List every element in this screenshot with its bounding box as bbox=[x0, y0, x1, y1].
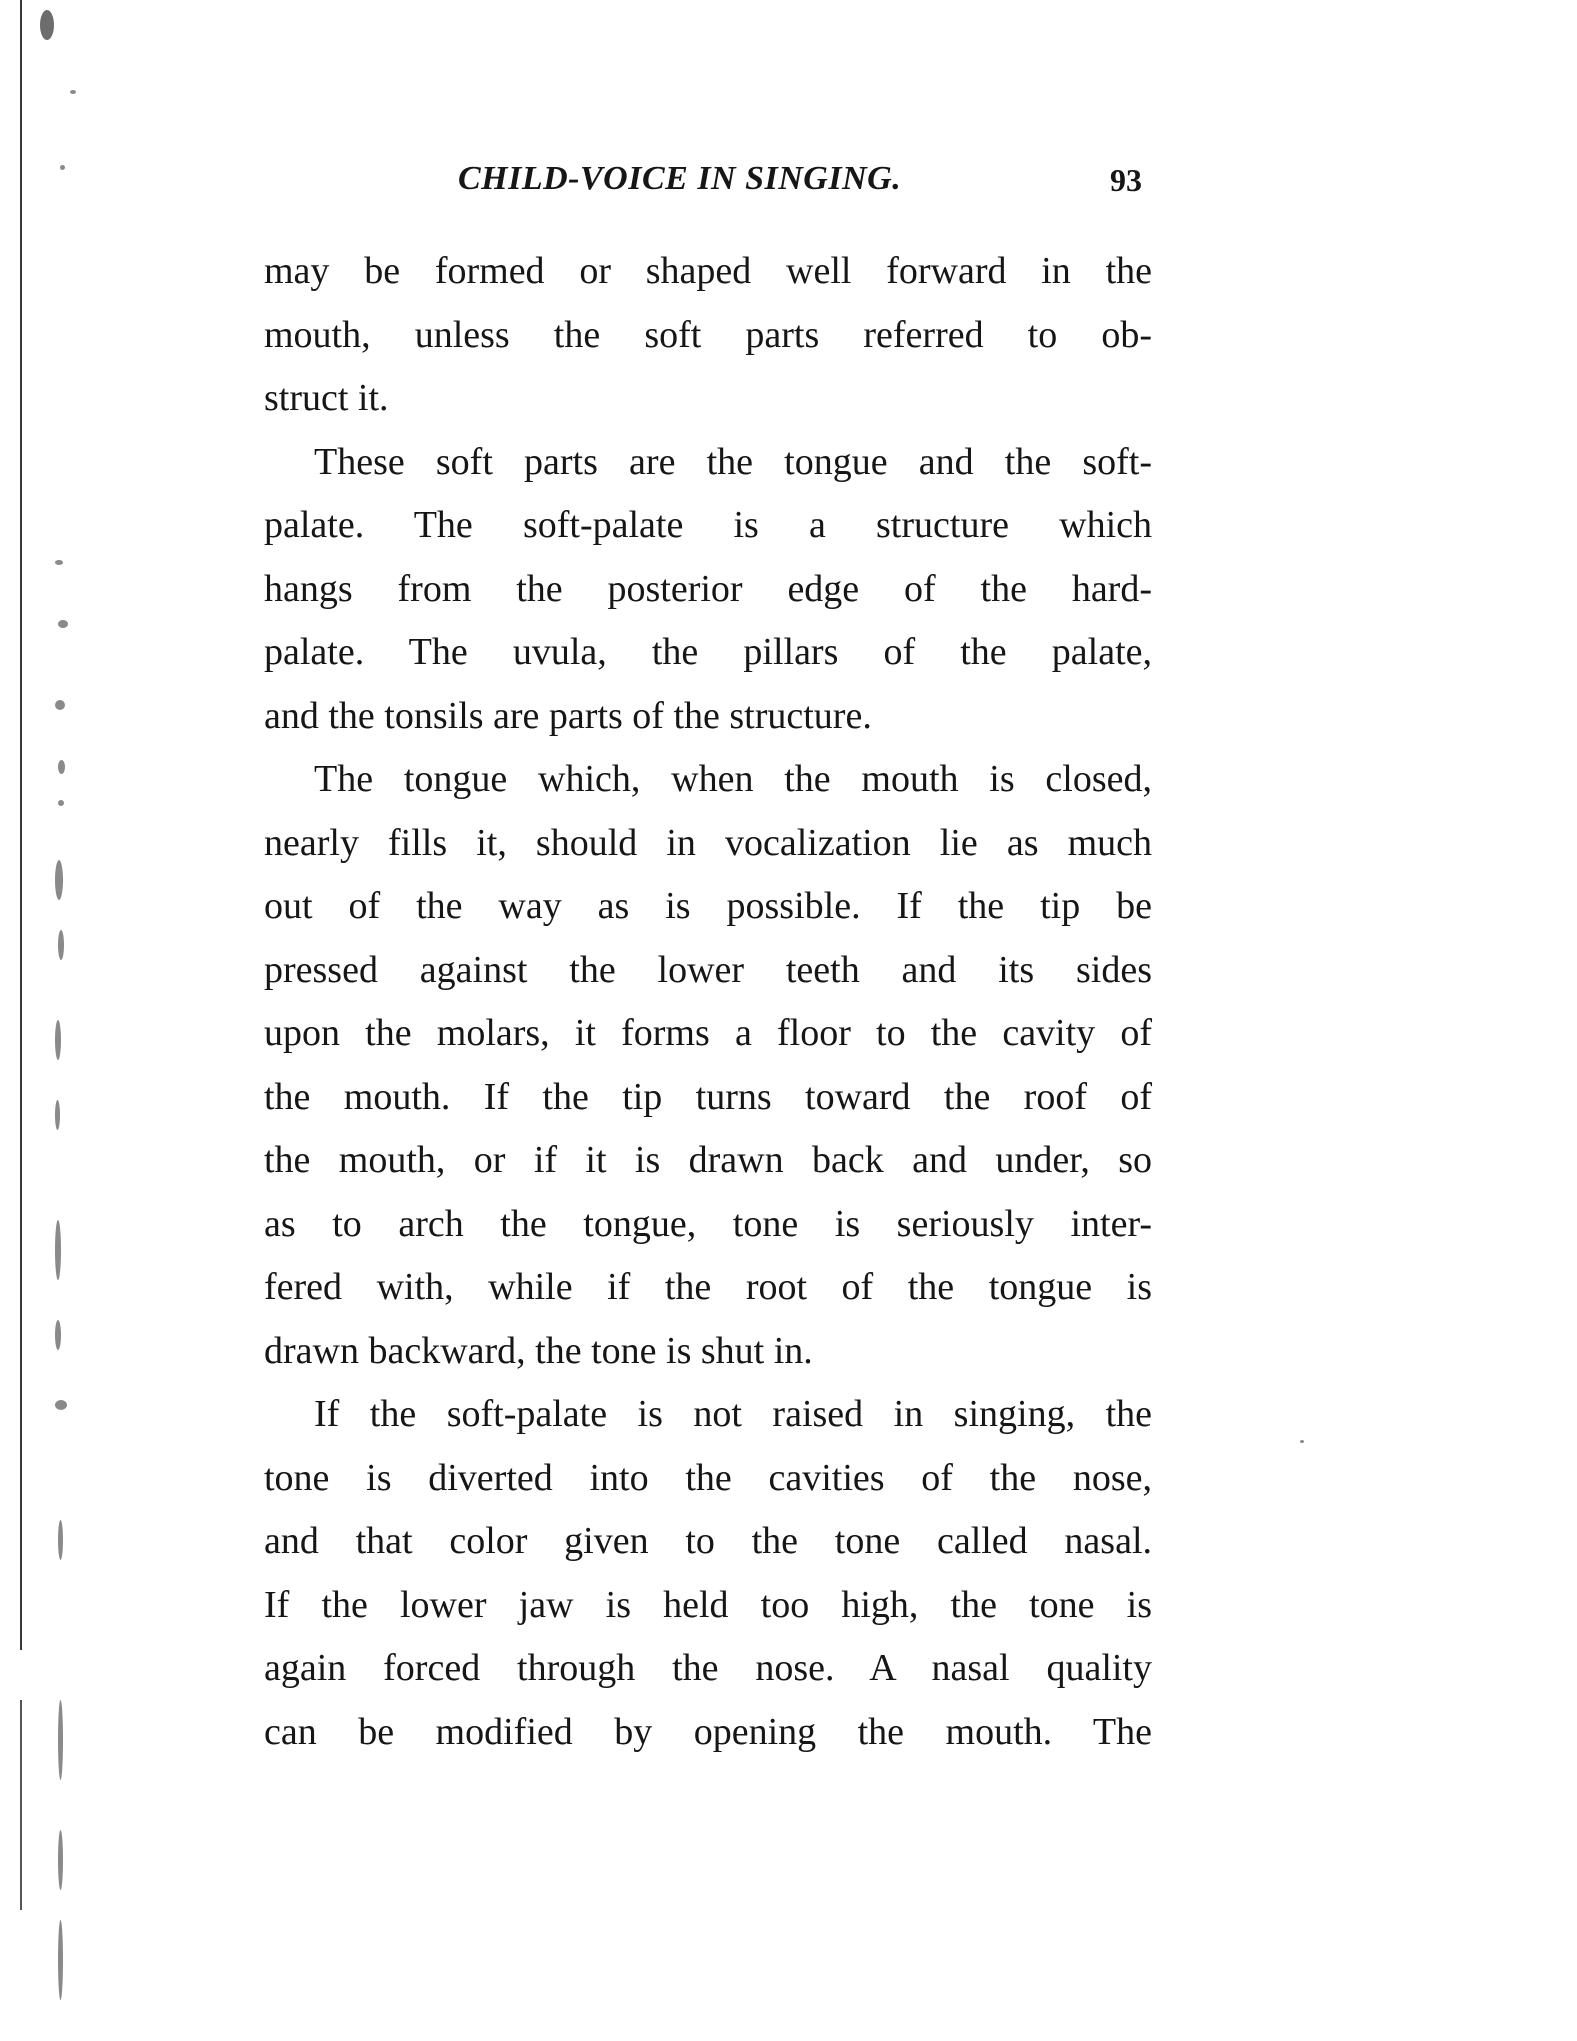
scan-speck bbox=[58, 930, 64, 960]
text-line: upon the molars, it forms a floor to the cavity of bbox=[264, 1012, 1152, 1054]
text-line: out of the way as is possible. If the tip be bbox=[264, 885, 1152, 927]
text-line: If the lower jaw is held too high, the tone is bbox=[264, 1583, 1152, 1626]
text-line: and the tonsils are parts of the structure. bbox=[264, 694, 872, 737]
text-line: If the soft-palate is not raised in singing, the bbox=[314, 1393, 1152, 1435]
scan-speck bbox=[55, 1320, 61, 1350]
text-line: tone is diverted into the cavities of the nose, bbox=[264, 1456, 1152, 1499]
text-line: struct it. bbox=[264, 377, 389, 419]
scan-speck bbox=[55, 700, 65, 710]
text-line: nearly fills it, should in vocalization lie as much bbox=[264, 821, 1152, 864]
running-title: CHILD-VOICE IN SINGING. bbox=[458, 160, 902, 197]
text-line: again forced through the nose. A nasal quality bbox=[264, 1647, 1152, 1689]
scan-speck bbox=[58, 760, 65, 774]
page-header bbox=[262, 160, 1150, 204]
scan-speck bbox=[1300, 1440, 1304, 1443]
scan-speck bbox=[58, 620, 68, 628]
body-text bbox=[264, 240, 1152, 1764]
text-line: fered with, while if the root of the tongue is bbox=[264, 1266, 1152, 1308]
text-line: These soft parts are the tongue and the soft- bbox=[314, 440, 1152, 483]
scan-speck bbox=[40, 10, 54, 40]
text-line: the mouth. If the tip turns toward the roof of bbox=[264, 1075, 1152, 1118]
text-line: and that color given to the tone called nasal. bbox=[264, 1520, 1152, 1562]
scan-speck bbox=[55, 1220, 61, 1280]
scan-speck bbox=[55, 1100, 60, 1130]
text-line: palate. The soft-palate is a structure which bbox=[264, 504, 1152, 546]
scan-speck bbox=[58, 1830, 63, 1890]
page-number: 93 bbox=[1110, 162, 1142, 198]
scan-speck bbox=[58, 1520, 63, 1560]
paragraph-2 bbox=[264, 431, 1152, 749]
paragraph-4 bbox=[264, 1383, 1152, 1764]
page-edge-line bbox=[20, 0, 22, 1650]
text-line: can be modified by opening the mouth. The bbox=[264, 1710, 1152, 1753]
scan-speck bbox=[58, 1700, 63, 1780]
scan-speck bbox=[55, 1020, 61, 1060]
scan-speck bbox=[58, 800, 64, 806]
scan-speck bbox=[70, 90, 76, 94]
scan-speck bbox=[55, 860, 63, 900]
text-line: pressed against the lower teeth and its sides bbox=[264, 948, 1152, 991]
text-line: drawn backward, the tone is shut in. bbox=[264, 1329, 813, 1372]
scan-speck bbox=[55, 560, 63, 565]
text-line: palate. The uvula, the pillars of the palate, bbox=[264, 631, 1152, 673]
text-line: the mouth, or if it is drawn back and under, so bbox=[264, 1139, 1152, 1181]
text-line: hangs from the posterior edge of the hard- bbox=[264, 567, 1152, 610]
scan-speck bbox=[55, 1400, 67, 1410]
text-line: may be formed or shaped well forward in the bbox=[264, 250, 1152, 292]
scan-speck bbox=[60, 165, 65, 170]
page-edge-line-lower bbox=[20, 1700, 22, 1910]
text-line: The tongue which, when the mouth is closed, bbox=[314, 758, 1152, 800]
text-line: mouth, unless the soft parts referred to ob- bbox=[264, 313, 1152, 356]
paragraph-3 bbox=[264, 748, 1152, 1383]
scan-speck bbox=[58, 1920, 63, 2000]
paragraph-1 bbox=[264, 240, 1152, 431]
text-line: as to arch the tongue, tone is seriously inter- bbox=[264, 1202, 1152, 1245]
